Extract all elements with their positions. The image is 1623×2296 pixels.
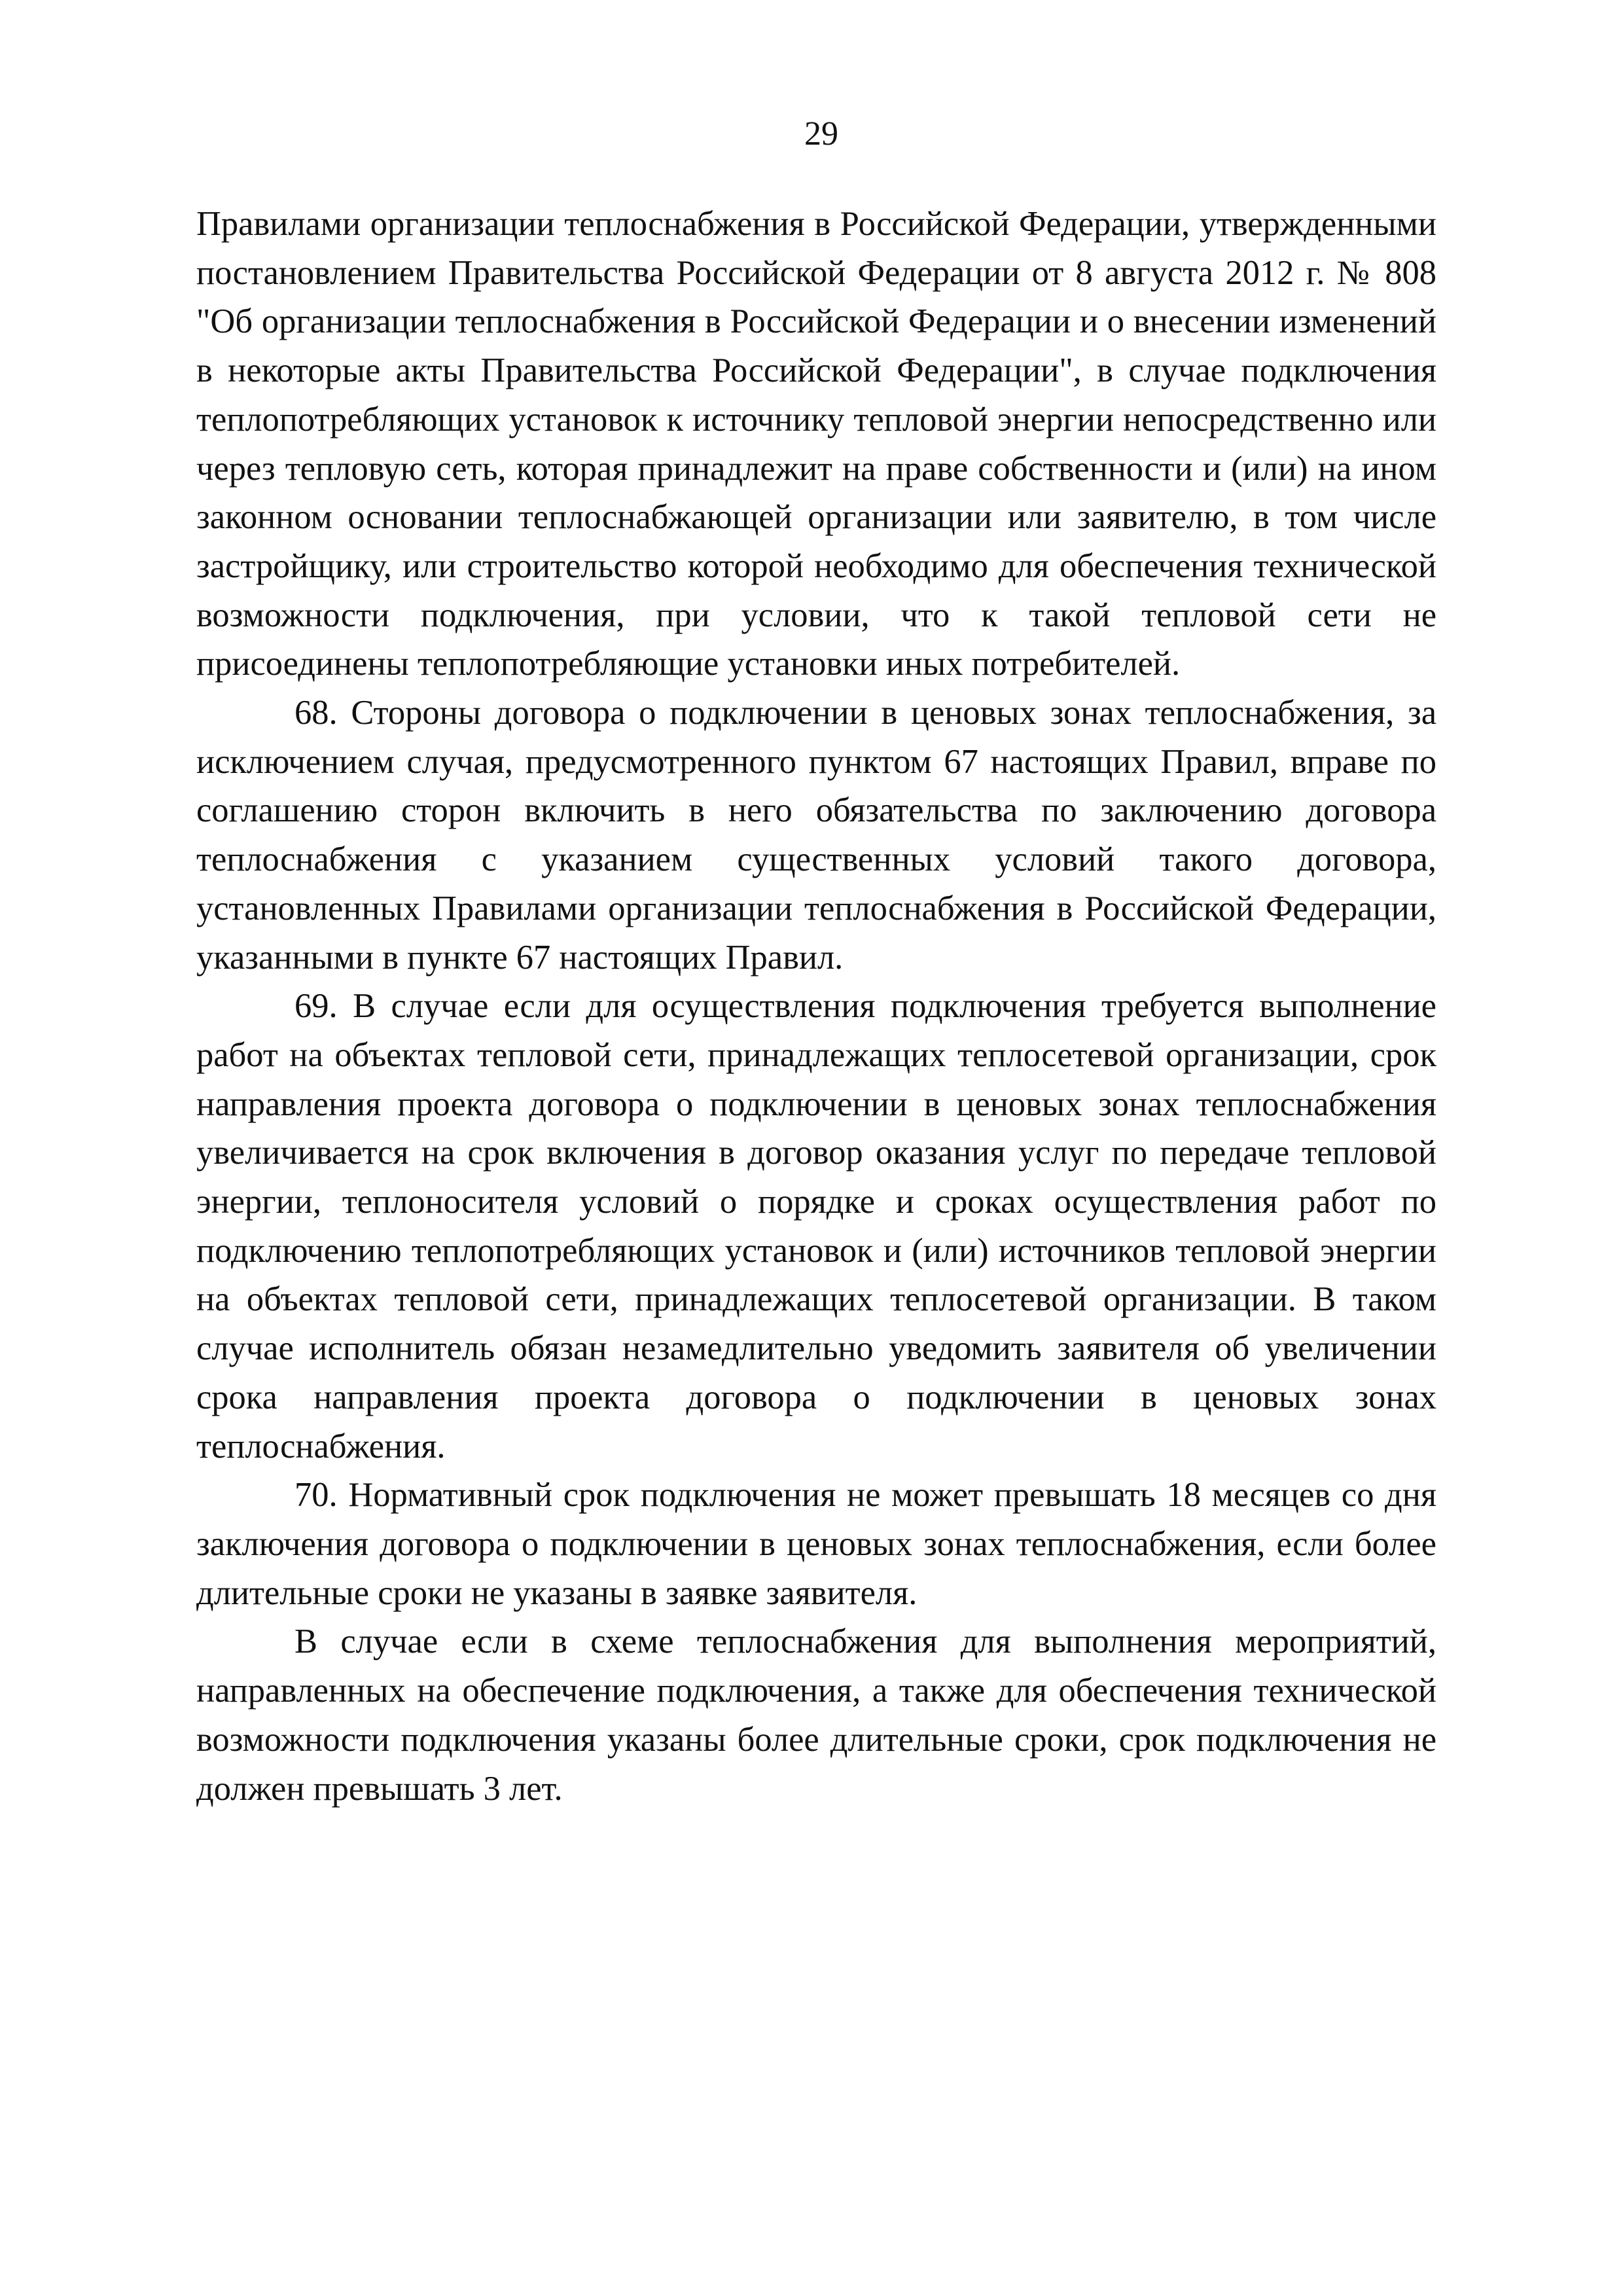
- paragraph-68: 68. Стороны договора о подключении в ценовых зонах теплоснабжения, за исключением случая, предусмотренного пунктом 67 настоящих Правил, вправе по соглашению сторон включить в него обязательства по заключению договора теплоснабжения с указанием существенных условий такого договора, установленных Правилами организации теплоснабжения в Российской Федерации, указанными в пункте 67 настоящих Правил.: [196, 694, 1436, 977]
- document-body: [196, 200, 1436, 1813]
- paragraph-continuation: Правилами организации теплоснабжения в Российской Федерации, утвержденными постановлением Правительства Российской Федерации от 8 августа 2012 г. № 808 "Об организации теплоснабжения в Российской Федерации и о внесении изменений в некоторые акты Правительства Российской Федерации", в случае подключения теплопотребляющих установок к источнику тепловой энергии непосредственно или через тепловую сеть, которая принадлежит на праве собственности и (или) на ином законном основании теплоснабжающей организации или заявителю, в том числе застройщику, или строительство которой необходимо для обеспечения технической возможности подключения, при условии, что к такой тепловой сети не присоединены теплопотребляющие установки иных потребителей.: [196, 205, 1436, 683]
- page-number: 29: [804, 115, 838, 152]
- paragraph-69: 69. В случае если для осуществления подключения требуется выполнение работ на объектах тепловой сети, принадлежащих теплосетевой организации, срок направления проекта договора о подключении в ценовых зонах теплоснабжения увеличивается на срок включения в договор оказания услуг по передаче тепловой энергии, теплоносителя условий о порядке и сроках осуществления работ по подключению теплопотребляющих установок и (или) источников тепловой энергии на объектах тепловой сети, принадлежащих теплосетевой организации. В таком случае исполнитель обязан незамедлительно уведомить заявителя об увеличении срока направления проекта договора о подключении в ценовых зонах теплоснабжения.: [196, 987, 1436, 1465]
- paragraph-70: 70. Нормативный срок подключения не может превышать 18 месяцев со дня заключения договора о подключении в ценовых зонах теплоснабжения, если более длительные сроки не указаны в заявке заявителя.: [196, 1476, 1436, 1612]
- paragraph-70-extra: В случае если в схеме теплоснабжения для выполнения мероприятий, направленных на обеспечение подключения, а также для обеспечения технической возможности подключения указаны более длительные сроки, срок подключения не должен превышать 3 лет.: [196, 1623, 1436, 1808]
